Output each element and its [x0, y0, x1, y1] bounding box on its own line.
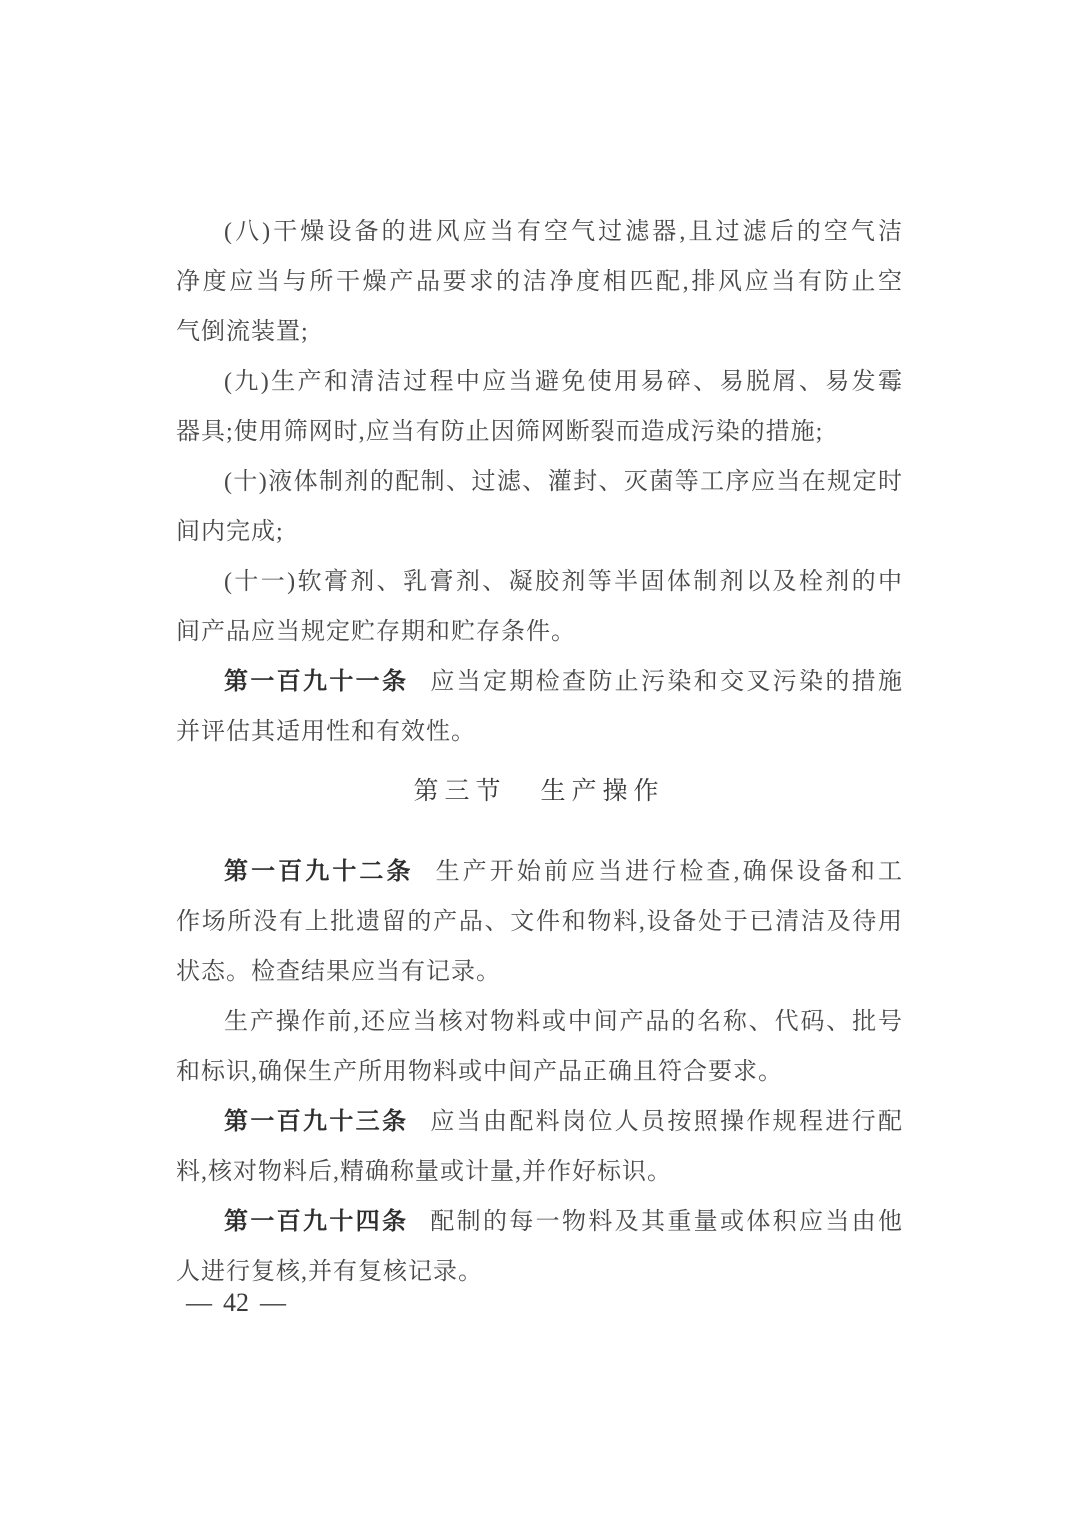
text-line [176, 897, 902, 947]
text-line [176, 1147, 902, 1197]
page-number: 42 [223, 1288, 249, 1317]
text-line [176, 997, 902, 1047]
text-line [176, 557, 902, 607]
section-number: 第三节 [413, 778, 507, 805]
section-title: 生产操作 [540, 778, 665, 805]
text-line [176, 657, 902, 707]
text-line [176, 1047, 902, 1097]
text-line [176, 1097, 902, 1147]
text-line [176, 1197, 902, 1247]
line-text: 间产品应当规定贮存期和贮存条件。 [176, 619, 576, 645]
text-line [176, 307, 902, 357]
line-text: (十)液体制剂的配制、过滤、灌封、灭菌等工序应当在规定时 [224, 469, 902, 495]
line-text: 料,核对物料后,精确称量或计量,并作好标识。 [176, 1159, 672, 1185]
text-line [176, 207, 902, 257]
line-text: 应当由配料岗位人员按照操作规程进行配 [430, 1109, 903, 1135]
line-text: 配制的每一物料及其重量或体积应当由他 [430, 1209, 903, 1235]
line-text: 状态。检查结果应当有记录。 [176, 959, 501, 985]
line-text: 应当定期检查防止污染和交叉污染的措施 [430, 669, 903, 695]
text-line [176, 507, 902, 557]
line-text: 人进行复核,并有复核记录。 [176, 1259, 483, 1285]
document-body [176, 207, 902, 1297]
section-heading [176, 767, 902, 817]
text-line [176, 257, 902, 307]
article-number: 第一百九十二条 [224, 858, 414, 885]
text-line [176, 457, 902, 507]
line-text: (九)生产和清洁过程中应当避免使用易碎、易脱屑、易发霉 [224, 369, 902, 395]
text-line [176, 357, 902, 407]
article-number: 第一百九十三条 [224, 1108, 409, 1135]
footer-dash-left: — [186, 1288, 212, 1317]
line-text: (八)干燥设备的进风应当有空气过滤器,且过滤后的空气洁 [224, 219, 902, 245]
line-text: 作场所没有上批遗留的产品、文件和物料,设备处于已清洁及待用 [176, 909, 902, 935]
line-text: 气倒流装置; [176, 319, 309, 345]
text-line [176, 407, 902, 457]
line-text: 间内完成; [176, 519, 284, 545]
line-text: 生产操作前,还应当核对物料或中间产品的名称、代码、批号 [224, 1009, 902, 1035]
text-line [176, 847, 902, 897]
text-line [176, 607, 902, 657]
footer-dash-right: — [260, 1288, 286, 1317]
line-text: 和标识,确保生产所用物料或中间产品正确且符合要求。 [176, 1059, 783, 1085]
line-text: 并评估其适用性和有效性。 [176, 719, 476, 745]
line-text: 器具;使用筛网时,应当有防止因筛网断裂而造成污染的措施; [176, 419, 824, 445]
page-footer [186, 1288, 286, 1318]
line-text: 生产开始前应当进行检查,确保设备和工 [435, 859, 903, 885]
article-number: 第一百九十一条 [224, 668, 409, 695]
article-number: 第一百九十四条 [224, 1208, 409, 1235]
line-text: 净度应当与所干燥产品要求的洁净度相匹配,排风应当有防止空 [176, 269, 902, 295]
text-line [176, 947, 902, 997]
text-line [176, 707, 902, 757]
line-text: (十一)软膏剂、乳膏剂、凝胶剂等半固体制剂以及栓剂的中 [224, 569, 902, 595]
